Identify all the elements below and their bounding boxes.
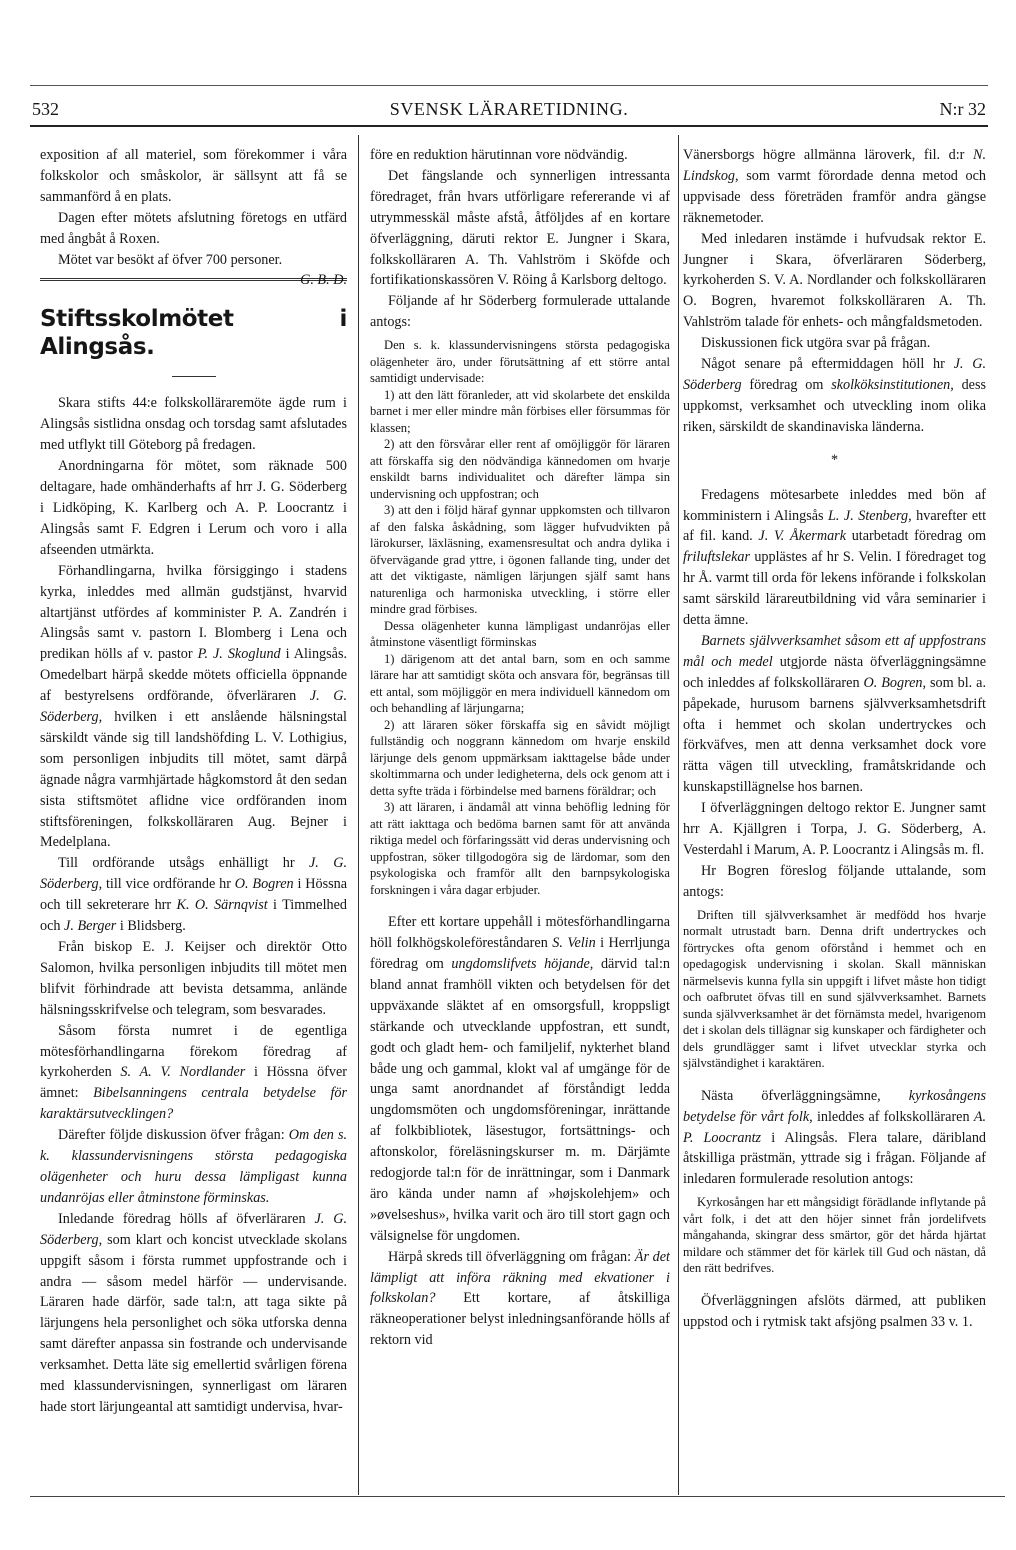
- issue-number: N:r 32: [939, 99, 986, 119]
- paragraph: exposition af all materiel, som förekommer i våra folkskolor och småskolor, är sällsynt att få se sammanförd å en plats.: [40, 147, 347, 205]
- paragraph: Hr Bogren föreslog följande uttalande, som antogs:: [683, 862, 986, 900]
- paragraph: Nästa öfverläggningsämne, kyrkosångens betydelse för vårt folk, inleddes af folkskolläraren A. P. Loocrantz i Alingsås. Flera talare, däribland åtskilliga prästmän, yttrade sig i frågan. Följande af inledaren formulerade resolution antogs:: [683, 1087, 986, 1188]
- paragraph: Efter ett kortare uppehåll i mötesförhandlingarna höll folkhögskoleföreståndaren S. Velin i Herrljunga föredrag om ungdomslifvets höjande, därvid tal:n bland annat framhöll vikten och betydelsen för det uppväxande släktet af en omsorgsfull, kroppsligt stärkande och utvecklande uppfostran, ett sundt, godt och gladt hem- och familjelif, nykterhet bland både ung och gammal, klokt val af umgänge för de unga samt anordnandet af förståndigt ledda ungdomsmöten och ungdomsföreningar, inrättande af folkbibliotek, läsestugor, fortsättnings- och aftonskolor, föreläsningskurser m. m. Därjämte redogjorde tal:n för de inrättningar, som i Danmark äro kända under namn af »højskolehjem» och »øvelseshus», hvilka varit och äro till stort gagn och välsignelse för ungdomen.: [370, 914, 670, 1244]
- signature: G. B. D.: [300, 272, 347, 289]
- paragraph: Barnets självverksamhet såsom ett af uppfostrans mål och medel utgjorde nästa öfverläggningsämne och inleddes af folkskolläraren O. Bogren, som bl. a. påpekade, hurusom barnens självverksamhetsdrift ofta i hemmet och skolan undertryckes och förkväfves, men att denna verksamhet dock vore rätta vägen till utveckling, framåtskridande och kunskapstillägnelse hos barnen.: [683, 632, 986, 796]
- quote-paragraph: Dessa olägenheter kunna lämpligast undanröjas eller åtminstone väsentligt förminskas: [370, 618, 670, 650]
- paragraph: Inledande föredrag hölls af öfverläraren J. G. Söderberg, som klart och koncist utvecklade skolans uppgift såsom i första rummet uppfostrande och i andra — såsom medel härför — undervisande. Läraren hade därför, sade tal:n, att taga sikte på lärjungens hela personlighet och söka utforska denna samt därefter anpassa sin fostrande och undervisande verksamhet. Detta läte sig emellertid svårligen förena med klassundervisningen, synnerligast om läraren hade stort lärjungeantal att samtidigt undervisa, hvar-: [40, 1210, 347, 1415]
- resolution-quote: [683, 1194, 986, 1277]
- quote-paragraph: 2) att läraren söker förskaffa sig en såvidt möjligt fullständig och noggrann kännedom om hvarje enskild lärjunge dels genom uppmärksam iakttagelse både under skoltimmarna och under ledigheterna, dels ock genom att i detta syfte träda i förbindelse med barnens föräldrar; och: [370, 717, 670, 798]
- paragraph: Något senare på eftermiddagen höll hr J. G. Söderberg föredrag om skolköksinstitutionen, dess uppkomst, verksamhet och utveckling inom olika riken, särskildt de skandinaviska länderna.: [683, 356, 986, 435]
- journal-title: SVENSK LÄRARETIDNING.: [389, 99, 629, 119]
- paragraph: Det fängslande och synnerligen intressanta föredraget, från hvars utförligare refererande vi af utrymmesskäl måste afstå, åtföljdes af en kortare öfverläggning, däruti rektor E. Jungner i Skara, folkskolläraren A. Th. Vahlström i Sköfde och fortifikationskassören V. Röing å Karlsborg deltogo.: [370, 167, 670, 289]
- column-2: [370, 145, 670, 1490]
- resolution-quote: [370, 337, 670, 898]
- paragraph: Följande af hr Söderberg formulerade uttalande antogs:: [370, 293, 670, 331]
- paragraph: Öfverläggningen afslöts därmed, att publiken uppstod och i rytmisk takt afsjöng psalmen 33 v. 1.: [683, 1292, 986, 1330]
- paragraph: Anordningarna för mötet, som räknade 500 deltagare, hade omhänderhafts af hrr J. G. Söderberg i Lidköping, K. Karlberg och A. P. Loocrantz i Alingsås samt F. Edgren i Lerum och voro i alla afseenden utmärkta.: [40, 458, 347, 558]
- paragraph: Mötet var besökt af öfver 700 personer. G. B. D.: [40, 250, 347, 271]
- resolution-quote: [683, 907, 986, 1072]
- paragraph: Skara stifts 44:e folkskolläraremöte ägde rum i Alingsås sistlidna onsdag och torsdag samt afslutades med utflykt till Göteborg på fredagen.: [40, 395, 347, 454]
- paragraph: Med inledaren instämde i hufvudsak rektor E. Jungner i Skara, öfverläraren Söderberg, kyrkoherden S. V. A. Nordlander och folkskolläraren O. Bogren, hvaremot folkskolläraren A. Th. Vahlström talade för enhets- och mångfaldsmetoden.: [683, 230, 986, 331]
- paragraph: före en reduktion härutinnan vore nödvändig.: [370, 147, 628, 163]
- quote-paragraph: 2) att den försvårar eller rent af omöjliggör för läraren att förskaffa sig den nödvändiga kännedomen om hvarje enskildt barns individualitet och därefter lämpa sin undervisning och uppfostran; och: [370, 437, 670, 501]
- column-divider: [358, 135, 359, 1495]
- paragraph: Vänersborgs högre allmänna läroverk, fil. d:r N. Lindskog, som varmt förordade denna metod och uppvisade dess företräden framför andra gängse räknemetoder.: [683, 147, 986, 226]
- column-3: [683, 145, 986, 1490]
- column-1: [40, 145, 347, 1490]
- quote-paragraph: 3) att den i följd häraf gynnar uppkomsten och tillvaron af den falska åskådning, som lägger hufvudvikten på lärokurser, läxläsning, examensresultat och andra dylika i öfvervägande grad yttre, i ögonen fallande ting, under det att det viktigaste, nämligen lärjungen själf samt hans naturenliga och harmoniska utveckling, i större eller mindre grad förbises.: [370, 503, 670, 617]
- paragraph: Diskussionen fick utgöra svar på frågan.: [701, 335, 931, 352]
- paragraph: Förhandlingarna, hvilka försiggingo i stadens kyrka, inleddes med allmän gudstjänst, hvarvid altartjänst utfördes af komminister P. A. Zandrén i Alingsås samt v. pastorn I. Blomberg i Lena och predikan hölls af v. pastor P. J. Skoglund i Alingsås. Omedelbart härpå skedde mötets officiella öppnande af bestyrelsens ordförande, öfverläraren J. G. Söderberg, hvilken i ett anslående hälsningstal särskildt vände sig till landshöfding L. V. Lothigius, som personligen inbjudits till mötet, samt därpå ägnade några varmhjärtade hågkomstord åt den sedan sista stiftsmötet aflidne vice ordföranden inom stiftsföreningen, folkskolläraren Aug. Bejner i Medelplana.: [40, 562, 347, 851]
- quote-paragraph: Kyrkosången har ett mångsidigt förädlande inflytande på vårt folk, i det att den höjer sinnet från jordelifvets mångahanda, skingrar dess smärtor, gör det hårda hjärtat mildare och stämmer det för kärlek till Gud och nästan, då den rätt bedrifves.: [683, 1195, 986, 1276]
- paragraph: Fredagens mötesarbete inleddes med bön af komministern i Alingsås L. J. Stenberg, hvarefter ett af fil. kand. J. V. Åkermark utarbetadt föredrag om friluftslekar upplästes af hr S. Velin. I föredraget tog hr Å. varmt till orda för lekens införande i folkskolan samt särskild lärareutbildning vid våra seminarier i detta ämne.: [683, 486, 986, 629]
- paragraph: Härpå skreds till öfverläggning om frågan: Är det lämpligt att införa räkning med ekvationer i folkskolan? Ett kortare, af åtskilliga räkneoperationer belyst inledningsanförande hölls af rektorn vid: [370, 1248, 670, 1349]
- quote-paragraph: 1) därigenom att det antal barn, som en och samme lärare har att samtidigt sköta och ansvara för, begränsas till ett antal, som möjliggör en mera individuell kännedom om och behandling af lärjungarna;: [370, 651, 670, 716]
- paragraph: I öfverläggningen deltogo rektor E. Jungner samt hrr A. Kjällgren i Torpa, J. G. Söderberg, A. Vesterdahl i Marum, A. P. Loocrantz i Alingsås m. fl.: [683, 800, 986, 858]
- top-rule: [30, 85, 988, 86]
- page-header: [30, 97, 988, 121]
- section-separator-star: *: [830, 451, 839, 468]
- page-number: 532: [32, 99, 59, 119]
- header-rule: [30, 125, 988, 127]
- quote-paragraph: 3) att läraren, i ändamål att vinna behöflig ledning för att rätt iakttaga och bedöma barnen samt för att använda riktiga medel och förfaringssätt vid deras undervisning och uppfostran, söker tillgodogöra sig de lärdomar, som den psykologiska och framför allt den barnpsykologiska forskningen i våra dagar erbjuder.: [370, 800, 670, 897]
- quote-paragraph: 1) att den lätt föranleder, att vid skolarbete det enskilda barnet i mer eller mindre mån förbises eller försummas för klassen;: [370, 387, 670, 435]
- title-rule: [172, 376, 216, 377]
- paragraph: Därefter följde diskussion öfver frågan: Om den s. k. klassundervisningens största pedagogiska olägenheter och huru dessa lämpligast kunna undanröjas eller åtminstone förminskas.: [40, 1127, 347, 1206]
- paragraph: Dagen efter mötets afslutning företogs en utfärd med ångbåt å Roxen.: [40, 209, 347, 247]
- paragraph: Från biskop E. J. Keijser och direktör Otto Salomon, hvilka personligen inbjudits till mötet men blifvit förhindrade att bevista detsamma, anlände hälsningsskrifvelse och telegram, som besvarades.: [40, 939, 347, 1018]
- quote-paragraph: Den s. k. klassundervisningens största pedagogiska olägenheter äro, under förutsättning af ett större antal samtidigt undervisade:: [370, 338, 670, 386]
- article-title: Stiftsskolmötet i Alingsås.: [40, 306, 347, 361]
- paragraph: Såsom första numret i de egentliga mötesförhandlingarna förekom föredrag af kyrkoherden S. A. V. Nordlander i Hössna öfver ämnet: Bibelsanningens centrala betydelse för karaktärsutvecklingen?: [40, 1022, 347, 1123]
- paragraph: Till ordförande utsågs enhälligt hr J. G. Söderberg, till vice ordförande hr O. Bogren i Hössna och till sekreterare hrr K. O. Särnqvist i Timmelhed och J. Berger i Blidsberg.: [40, 855, 347, 935]
- quote-paragraph: Driften till självverksamhet är medfödd hos hvarje normalt utrustadt barn. Denna drift undertryckes och förtryckes ofta genom oförstånd i hemmet och en opedagogisk undervisning i skolan. Skall människan närmelsevis kunna fylla sin uppgift i lifvet måste hon tidigt och oafbrutet öfvas till en sund självverksamhet. Barnets sunda självverksamhet är det förnämsta medel, hvarigenom det i skolan dels tillägnar sig kunskaper och färdigheter och dels grundlägger samt i lifvet utvecklar styrka och självständighet i karaktären.: [683, 907, 986, 1071]
- bottom-rule: [30, 1496, 1005, 1497]
- column-divider: [678, 135, 679, 1495]
